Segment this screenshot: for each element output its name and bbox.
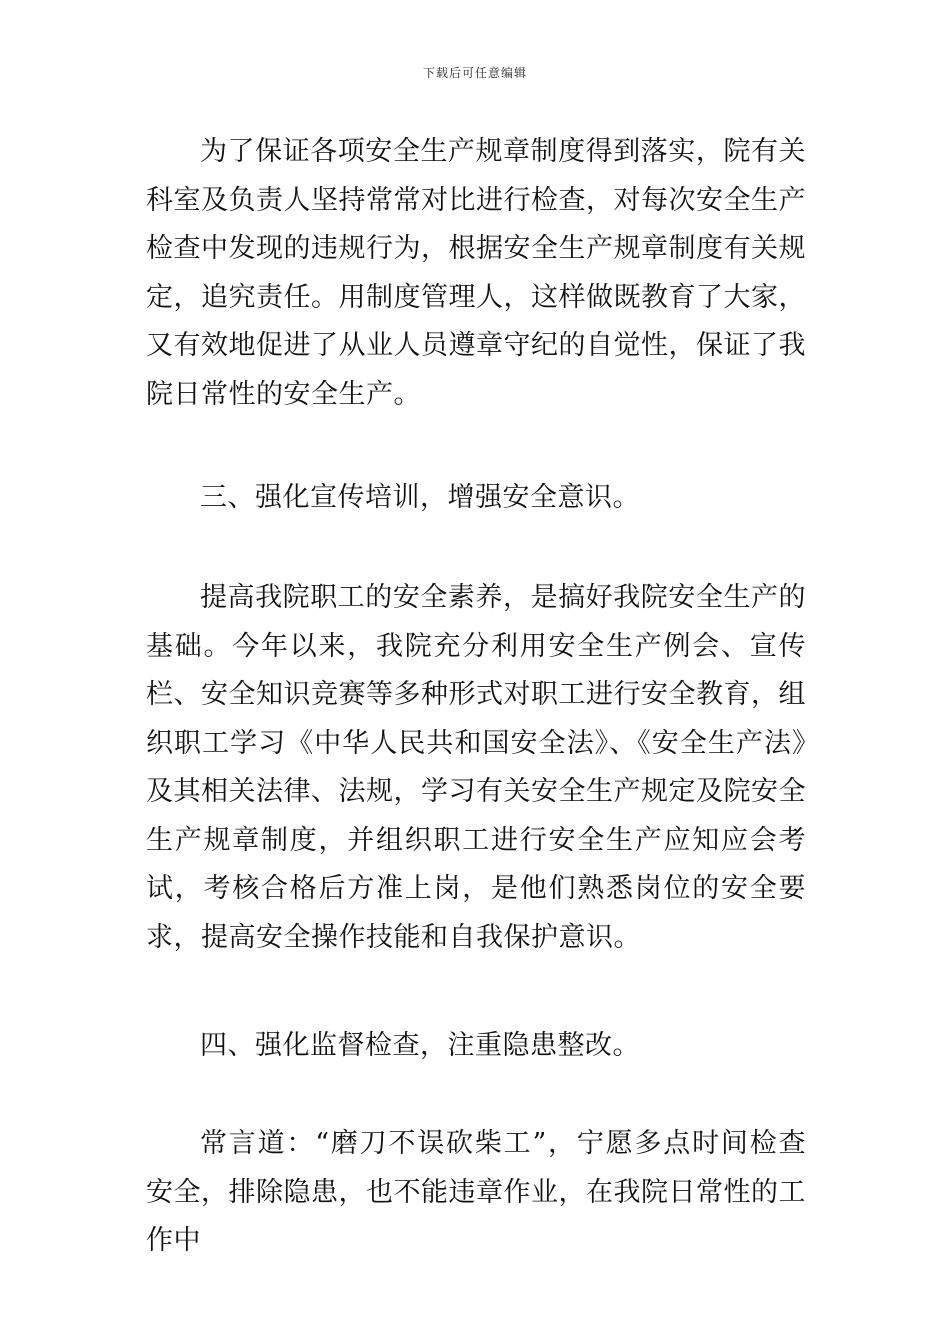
paragraph-block-3 — [146, 1120, 806, 1266]
section-heading-3-block — [146, 474, 806, 523]
header-note: 下载后可任意编辑 — [422, 66, 527, 80]
section-heading-4: 四、强化监督检查，注重隐患整改。 — [200, 1030, 640, 1061]
section-heading-4-block — [146, 1022, 806, 1071]
section-heading-3: 三、强化宣传培训，增强安全意识。 — [200, 482, 640, 513]
paragraph-block-1 — [146, 128, 806, 419]
paragraph-block-2 — [146, 574, 806, 962]
paragraph-3: 常言道：“磨刀不误砍柴工”，宁愿多点时间检查安全，排除隐患，也不能违章作业，在我院日常性的工作中 — [146, 1128, 806, 1256]
paragraph-2: 提高我院职工的安全素养，是搞好我院安全生产的基础。今年以来，我院充分利用安全生产例会、宣传栏、安全知识竞赛等多种形式对职工进行安全教育，组织职工学习《中华人民共和国安全法》、《安全生产法》及其相关法律、法规，学习有关安全生产规定及院安全生产规章制度，并组织职工进行安全生产应知应会考试，考核合格后方准上岗，是他们熟悉岗位的安全要求，提高安全操作技能和自我保护意识。 — [146, 582, 806, 953]
paragraph-1: 为了保证各项安全生产规章制度得到落实，院有关科室及负责人坚持常常对比进行检查，对每次安全生产检查中发现的违规行为，根据安全生产规章制度有关规定，追究责任。用制度管理人，这样做既教育了大家，又有效地促进了从业人员遵章守纪的自觉性，保证了我院日常性的安全生产。 — [146, 136, 806, 410]
